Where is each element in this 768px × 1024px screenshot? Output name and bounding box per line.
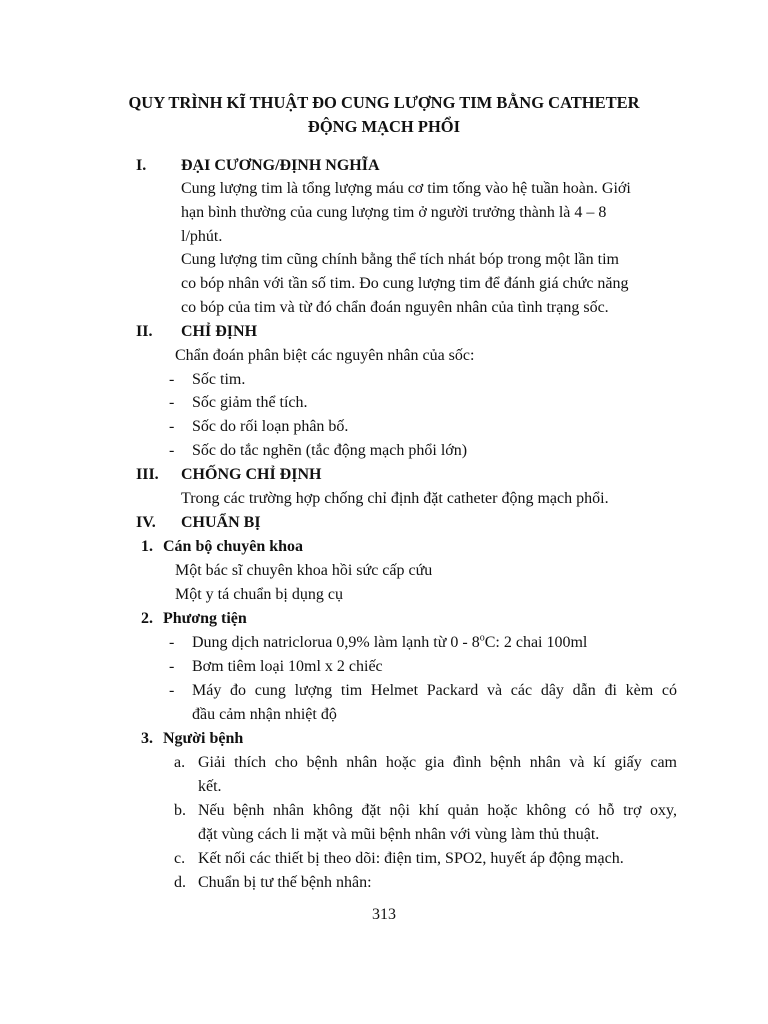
list-item: Giải thích cho bệnh nhân hoặc gia đình bệnh nhân và kí giấy cam: [198, 754, 677, 771]
degree-superscript: o: [479, 632, 485, 644]
paragraph-line: Trong các trường hợp chống chỉ định đặt catheter động mạch phổi.: [181, 490, 609, 507]
paragraph-line: Cung lượng tim là tổng lượng máu cơ tim tống vào hệ tuần hoàn. Giới: [181, 180, 631, 197]
title-line-2: ĐỘNG MẠCH PHỔI: [307, 117, 461, 136]
subsection-number: 2.: [141, 610, 153, 627]
list-item-continuation: đầu cảm nhận nhiệt độ: [192, 706, 337, 723]
page-number: 313: [372, 906, 396, 923]
bullet-dash: -: [169, 394, 175, 411]
paragraph-line: Một y tá chuẩn bị dụng cụ: [175, 586, 343, 603]
subsection-heading: Người bệnh: [163, 730, 244, 747]
section-number: II.: [136, 323, 153, 340]
section-heading: ĐẠI CƯƠNG/ĐỊNH NGHĨA: [181, 157, 380, 174]
list-item: Kết nối các thiết bị theo dõi: điện tim, SPO2, huyết áp động mạch.: [198, 850, 624, 867]
paragraph-line: co bóp của tim và từ đó chẩn đoán nguyên nhân của tình trạng sốc.: [181, 299, 609, 316]
list-label: b.: [174, 802, 186, 819]
section-number: III.: [136, 466, 159, 483]
subsection-number: 1.: [141, 538, 153, 555]
paragraph-line: co bóp nhân với tần số tim. Đo cung lượng tim để đánh giá chức năng: [181, 275, 629, 292]
paragraph-line: Một bác sĩ chuyên khoa hồi sức cấp cứu: [175, 562, 433, 579]
section-number: IV.: [136, 514, 156, 531]
list-item-text: C: 2 chai 100ml: [484, 634, 588, 651]
paragraph-line: Cung lượng tim cũng chính bằng thể tích nhát bóp trong một lần tim: [181, 251, 619, 268]
document-title: [0, 91, 768, 139]
list-item: Nếu bệnh nhân không đặt nội khí quản hoặc không có hỗ trợ oxy,: [198, 802, 677, 819]
list-item: [192, 631, 587, 655]
list-label: a.: [174, 754, 186, 771]
section-heading: CHỈ ĐỊNH: [181, 323, 258, 340]
list-item: Bơm tiêm loại 10ml x 2 chiếc: [192, 658, 383, 675]
list-item: Máy đo cung lượng tim Helmet Packard và các dây dẫn đi kèm có: [192, 682, 677, 699]
list-label: c.: [174, 850, 186, 867]
subsection-heading: Phương tiện: [163, 610, 247, 627]
paragraph-line: Chẩn đoán phân biệt các nguyên nhân của sốc:: [175, 347, 475, 364]
list-item: Sốc giảm thể tích.: [192, 394, 308, 411]
bullet-dash: -: [169, 442, 175, 459]
paragraph-line: hạn bình thường của cung lượng tim ở người trưởng thành là 4 – 8: [181, 204, 607, 221]
list-item: Sốc do tắc nghẽn (tắc động mạch phổi lớn): [192, 442, 468, 459]
subsection-heading: Cán bộ chuyên khoa: [163, 538, 304, 555]
list-item-continuation: đặt vùng cách li mặt và mũi bệnh nhân với vùng làm thủ thuật.: [198, 826, 600, 843]
bullet-dash: -: [169, 634, 175, 651]
list-item: Sốc do rối loạn phân bố.: [192, 418, 349, 435]
list-item: Sốc tim.: [192, 371, 246, 388]
bullet-dash: -: [169, 658, 175, 675]
paragraph-line: l/phút.: [181, 228, 223, 245]
list-label: d.: [174, 874, 186, 891]
section-heading: CHỐNG CHỈ ĐỊNH: [181, 466, 322, 483]
bullet-dash: -: [169, 418, 175, 435]
title-line-1: QUY TRÌNH KĨ THUẬT ĐO CUNG LƯỢNG TIM BẰNG CATHETER: [128, 93, 640, 112]
list-item-text: Dung dịch natriclorua 0,9% làm lạnh từ 0 - 8: [192, 634, 480, 651]
list-item-continuation: kết.: [198, 778, 222, 795]
bullet-dash: -: [169, 371, 175, 388]
subsection-number: 3.: [141, 730, 153, 747]
bullet-dash: -: [169, 682, 175, 699]
section-heading: CHUẨN BỊ: [181, 514, 261, 531]
section-number: I.: [136, 157, 147, 174]
list-item: Chuẩn bị tư thế bệnh nhân:: [198, 874, 372, 891]
